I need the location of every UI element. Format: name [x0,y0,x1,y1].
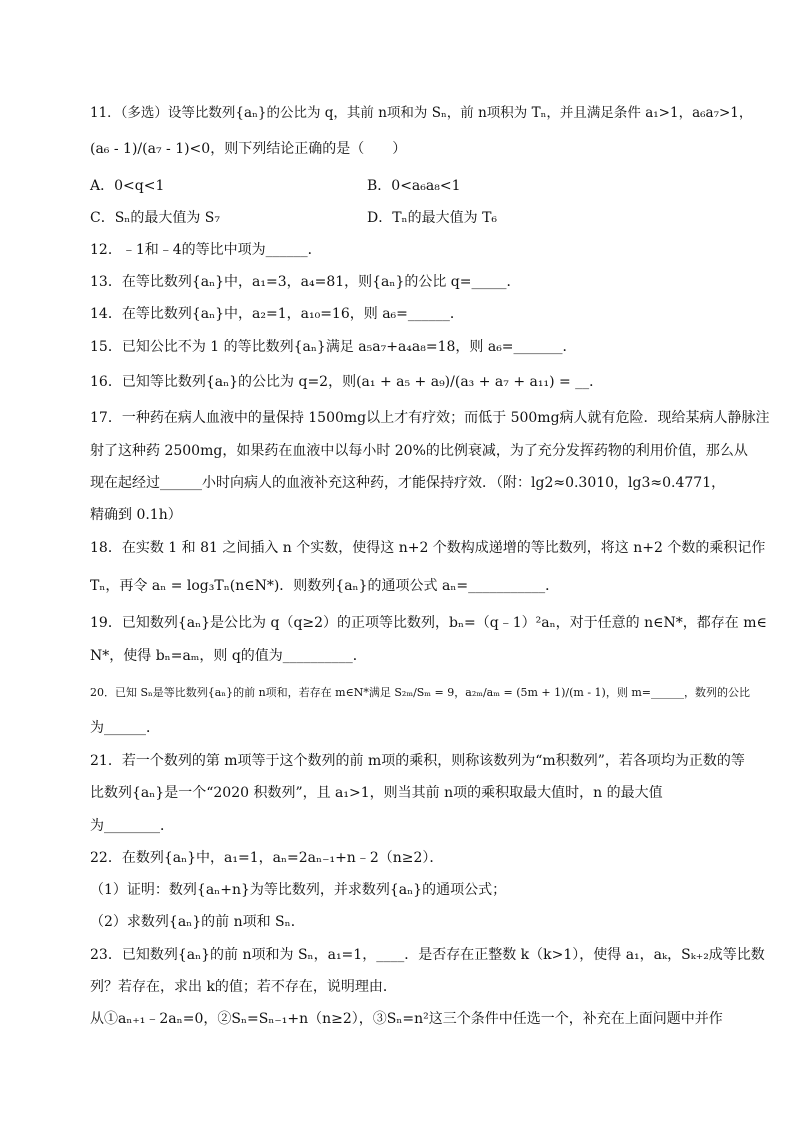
question-23-line-1: 23．已知数列{aₙ}的前 n项和为 Sₙ，a₁=1，____．是否存在正整数 k（k>1），使得 a₁，aₖ，Sₖ₊₂成等比数 [90,947,765,963]
question-14: 14．在等比数列{aₙ}中，a₂=1，a₁₀=16，则 a₆=______． [90,306,464,322]
question-21-line-1: 21．若一个数列的第 m项等于这个数列的前 m项的乘积，则称该数列为“m积数列”，若各项均为正数的等 [90,753,745,769]
question-11-option-a: A．0<q<1 [90,178,165,194]
question-16: 16．已知等比数列{aₙ}的公比为 q=2，则(a₁ + a₅ + a₉)/(a₃ + a₇ + a₁₁) = __． [90,374,604,390]
question-11-line-1: 11．（多选）设等比数列{aₙ}的公比为 q，其前 n项和为 Sₙ，前 n项积为 Tₙ，并且满足条件 a₁>1，a₆a₇>1， [90,105,753,121]
question-17-line-1: 17．一种药在病人血液中的量保持 1500mg以上才有疗效；而低于 500mg病人就有危险．现给某病人静脉注 [90,410,770,426]
question-21-line-2: 比数列{aₙ}是一个“2020 积数列”，且 a₁>1，则当其前 n项的乘积取最大值时，n 的最大值 [90,785,663,801]
question-23-line-2: 列？若存在，求出 k的值；若不存在，说明理由． [90,979,397,995]
question-19-line-1: 19．已知数列{aₙ}是公比为 q（q≥2）的正项等比数列，bₙ=（q﹣1）²aₙ，对于任意的 n∈N*，都存在 m∈ [90,615,767,631]
question-18-line-2: Tₙ，再令 aₙ = log₃Tₙ(n∈N*)．则数列{aₙ}的通项公式 aₙ=___________． [90,578,560,594]
question-22-line-3: （2）求数列{aₙ}的前 n项和 Sₙ． [90,914,305,930]
question-20-line-2: 为______． [90,720,160,736]
question-18-line-1: 18．在实数 1 和 81 之间插入 n 个实数，使得这 n+2 个数构成递增的等比数列，将这 n+2 个数的乘积记作 [90,540,766,556]
question-11-option-d: D．Tₙ的最大值为 T₆ [367,210,498,226]
question-13: 13．在等比数列{aₙ}中，a₁=3，a₄=81，则{aₙ}的公比 q=_____． [90,274,521,290]
question-22-line-1: 22．在数列{aₙ}中，a₁=1，aₙ=2aₙ₋₁+n﹣2（n≥2）． [90,850,444,866]
question-15: 15．已知公比不为 1 的等比数列{aₙ}满足 a₅a₇+a₄a₈=18，则 a₆=_______． [90,339,577,355]
question-22-line-2: （1）证明：数列{aₙ+n}为等比数列，并求数列{aₙ}的通项公式； [90,882,507,898]
question-17-line-3: 现在起经过______小时向病人的血液补充这种药，才能保持疗效．（附：lg2≈0.3010，lg3≈0.4771， [90,475,726,491]
question-11-option-c: C．Sₙ的最大值为 S₇ [90,210,221,226]
question-11-option-b: B．0<a₆a₈<1 [367,178,461,194]
question-17-line-2: 射了这种药 2500mg，如果药在血液中以每小时 20%的比例衰减，为了充分发挥药物的利用价值，那么从 [90,443,748,459]
question-20-line-1: 20．已知 Sₙ是等比数列{aₙ}的前 n项和，若存在 m∈N*满足 S₂ₘ/Sₘ = 9，a₂ₘ/aₘ = (5m + 1)/(m - 1)，则 m=______，数列的公比 [90,686,750,699]
question-23-line-3: 从①aₙ₊₁﹣2aₙ=0，②Sₙ=Sₙ₋₁+n（n≥2），③Sₙ=n²这三个条件中任选一个，补充在上面问题中并作 [90,1011,723,1027]
question-12: 12．﹣1和﹣4的等比中项为______． [90,242,322,258]
question-19-line-2: N*，使得 bₙ=aₘ，则 q的值为__________． [90,648,367,664]
question-21-line-3: 为________． [90,818,174,834]
question-11-line-2: (a₆ - 1)/(a₇ - 1)<0，则下列结论正确的是（ ） [90,141,407,157]
question-17-line-4: 精确到 0.1h） [90,507,182,523]
